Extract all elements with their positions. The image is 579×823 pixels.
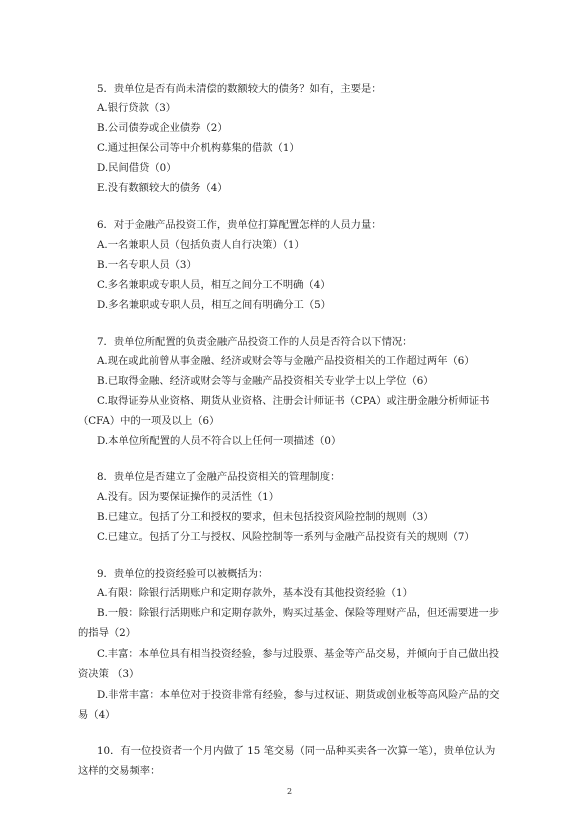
q7-title: 7．贵单位所配置的负责金融产品投资工作的人员是否符合以下情况： [97,336,413,348]
q6-option-d: D.多名兼职或专职人员，相互之间有明确分工（5） [97,299,331,311]
q9-option-d: D.非常丰富：本单位对于投资非常有经验，参与过权证、期货或创业板等高风险产品的交 [97,689,500,701]
q5-option-a: A.银行贷款（3） [97,102,177,114]
q9-title: 9．贵单位的投资经验可以被概括为： [97,568,269,580]
q9-option-b: B.一般：除银行活期账户和定期存款外，购买过基金、保险等理财产品，但还需要进一步 [97,607,500,619]
q7-option-d: D.本单位所配置的人员不符合以上任何一项描述（0） [97,435,342,447]
q9-option-c: C.丰富：本单位具有相当投资经验，参与过股票、基金等产品交易，并倾向于自己做出投 [97,648,500,660]
q5-option-e: E.没有数额较大的债务（4） [97,182,228,194]
q7-option-b: B.已取得金融、经济或财会等与金融产品投资相关专业学士以上学位（6） [97,375,434,387]
q7-option-c: C.取得证券从业资格、期货从业资格、注册会计师证书（CPA）或注册金融分析师证书 [97,395,490,407]
q5-option-d: D.民间借贷（0） [97,162,177,174]
q5-title: 5．贵单位是否有尚未清偿的数额较大的债务？如有，主要是： [97,83,382,95]
q9-option-d-continued: 易（4） [78,709,116,721]
q9-option-b-continued: 的指导（2） [78,627,137,639]
q9-option-a: A.有限：除银行活期账户和定期存款外，基本没有其他投资经验（1） [97,587,413,599]
q10-title-continued: 这样的交易频率： [78,765,161,777]
q8-option-b: B.已建立。包括了分工和授权的要求，但未包括投资风险控制的规则（3） [97,511,434,523]
q5-option-c: C.通过担保公司等中介机构募集的借款（1） [97,142,300,154]
q6-title: 6．对于金融产品投资工作，贵单位打算配置怎样的人员力量： [97,219,382,231]
q8-option-a: A.没有。因为要保证操作的灵活性（1） [97,491,280,503]
q6-option-a: A.一名兼职人员（包括负责人自行决策）（1） [97,239,305,251]
q7-option-c-continued: （CFA）中的一项及以上（6） [78,415,220,427]
q8-title: 8．贵单位是否建立了金融产品投资相关的管理制度： [97,471,341,483]
q9-option-c-continued: 资决策 （3） [78,668,140,680]
q5-option-b: B.公司债券或企业债券（2） [97,122,228,134]
q8-option-c: C.已建立。包括了分工与授权、风险控制等一系列与金融产品投资有关的规则（7） [97,531,475,543]
q6-option-c: C.多名兼职或专职人员，相互之间分工不明确（4） [97,279,331,291]
q6-option-b: B.一名专职人员（3） [97,259,197,271]
q10-title: 10．有一位投资者一个月内做了 15 笔交易（同一品种买卖各一次算一笔），贵单位认为 [97,745,496,757]
q7-option-a: A.现在或此前曾从事金融、经济或财会等与金融产品投资相关的工作超过两年（6） [97,355,475,367]
page-number: 2 [286,787,293,796]
